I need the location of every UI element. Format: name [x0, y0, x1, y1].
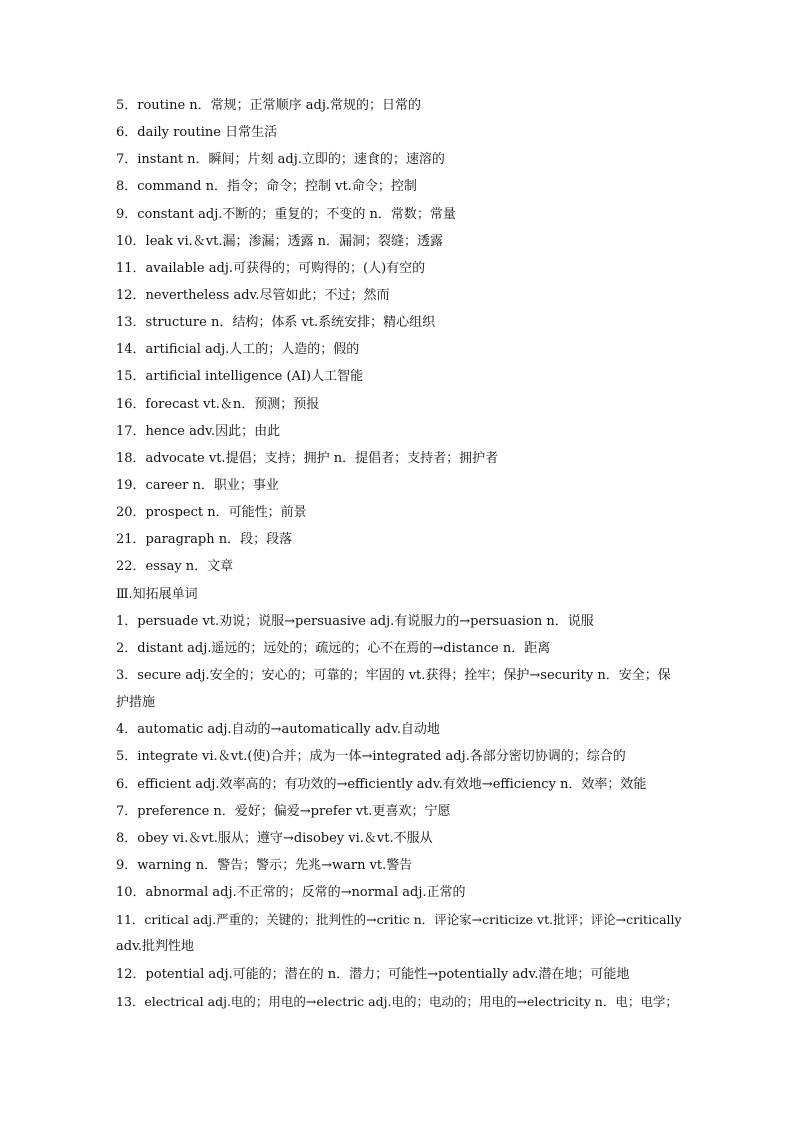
- vocab-line: 9．warning n．警告；警示；先兆→warn vt.警告: [116, 857, 413, 873]
- vocab-line: 7．instant n．瞬间；片刻 adj.立即的；速食的；速溶的: [116, 152, 445, 168]
- vocab-line: 16．forecast vt.＆n．预测；预报: [116, 396, 320, 412]
- vocab-line: 10．abnormal adj.不正常的；反常的→normal adj.正常的: [116, 885, 466, 901]
- vocab-line: 19．career n．职业；事业: [116, 477, 279, 493]
- vocab-line: 5．integrate vi.＆vt.(使)合并；成为一体→integrated adj.各部分密切协调的；综合的: [116, 749, 626, 765]
- vocab-line: 18．advocate vt.提倡；支持；拥护 n．提倡者；支持者；拥护者: [116, 450, 499, 466]
- vocab-line: 21．paragraph n．段；段落: [116, 532, 293, 548]
- vocab-line: 6．efficient adj.效率高的；有功效的→efficiently adv.有效地→efficiency n．效率；效能: [116, 776, 647, 792]
- vocab-line: 10．leak vi.＆vt.漏；渗漏；透露 n．漏洞；裂缝；透露: [116, 233, 443, 249]
- vocab-line: 7．preference n．爱好；偏爱→prefer vt.更喜欢；宁愿: [116, 803, 451, 819]
- vocab-line-continuation: adv.批判性地: [116, 939, 195, 955]
- vocab-line: 3．secure adj.安全的；安心的；可靠的；牢固的 vt.获得；拴牢；保护→security n．安全；保: [116, 667, 671, 683]
- vocab-line: 2．distant adj.遥远的；远处的；疏远的；心不在焉的→distance n．距离: [116, 640, 551, 656]
- vocab-line: 8．obey vi.＆vt.服从；遵守→disobey vi.＆vt.不服从: [116, 830, 433, 846]
- vocab-line: 12．nevertheless adv.尽管如此；不过；然而: [116, 287, 390, 303]
- vocab-line-continuation: 护措施: [116, 695, 156, 711]
- vocab-line: 12．potential adj.可能的；潜在的 n．潜力；可能性→potentially adv.潜在地；可能地: [116, 966, 630, 982]
- vocab-line: 6．daily routine 日常生活: [116, 125, 278, 141]
- vocab-line: 11．critical adj.严重的；关键的；批判性的→critic n．评论家→criticize vt.批评；评论→critically: [116, 912, 682, 928]
- vocabulary-list: [116, 92, 682, 1015]
- vocab-line: 17．hence adv.因此；由此: [116, 423, 281, 439]
- vocab-line: 11．available adj.可获得的；可购得的；(人)有空的: [116, 260, 426, 276]
- vocab-line: 22．essay n．文章: [116, 559, 234, 575]
- vocab-line: 8．command n．指令；命令；控制 vt.命令；控制: [116, 179, 417, 195]
- vocab-line: 4．automatic adj.自动的→automatically adv.自动地: [116, 722, 440, 738]
- vocab-line: 14．artificial adj.人工的；人造的；假的: [116, 342, 360, 358]
- section-heading: Ⅲ.知拓展单词: [116, 586, 198, 602]
- vocab-line: 13．electrical adj.电的；用电的→electric adj.电的；电动的；用电的→electricity n．电；电学；: [116, 993, 678, 1009]
- vocab-line: 9．constant adj.不断的；重复的；不变的 n．常数；常量: [116, 206, 456, 222]
- vocab-line: 13．structure n．结构；体系 vt.系统安排；精心组织: [116, 315, 436, 331]
- vocab-line: 15．artificial intelligence (AI)人工智能: [116, 369, 364, 385]
- vocab-line: 1．persuade vt.劝说；说服→persuasive adj.有说服力的→persuasion n．说服: [116, 613, 594, 629]
- vocab-line: 20．prospect n．可能性；前景: [116, 505, 307, 521]
- vocab-line: 5．routine n．常规；正常顺序 adj.常规的；日常的: [116, 98, 422, 113]
